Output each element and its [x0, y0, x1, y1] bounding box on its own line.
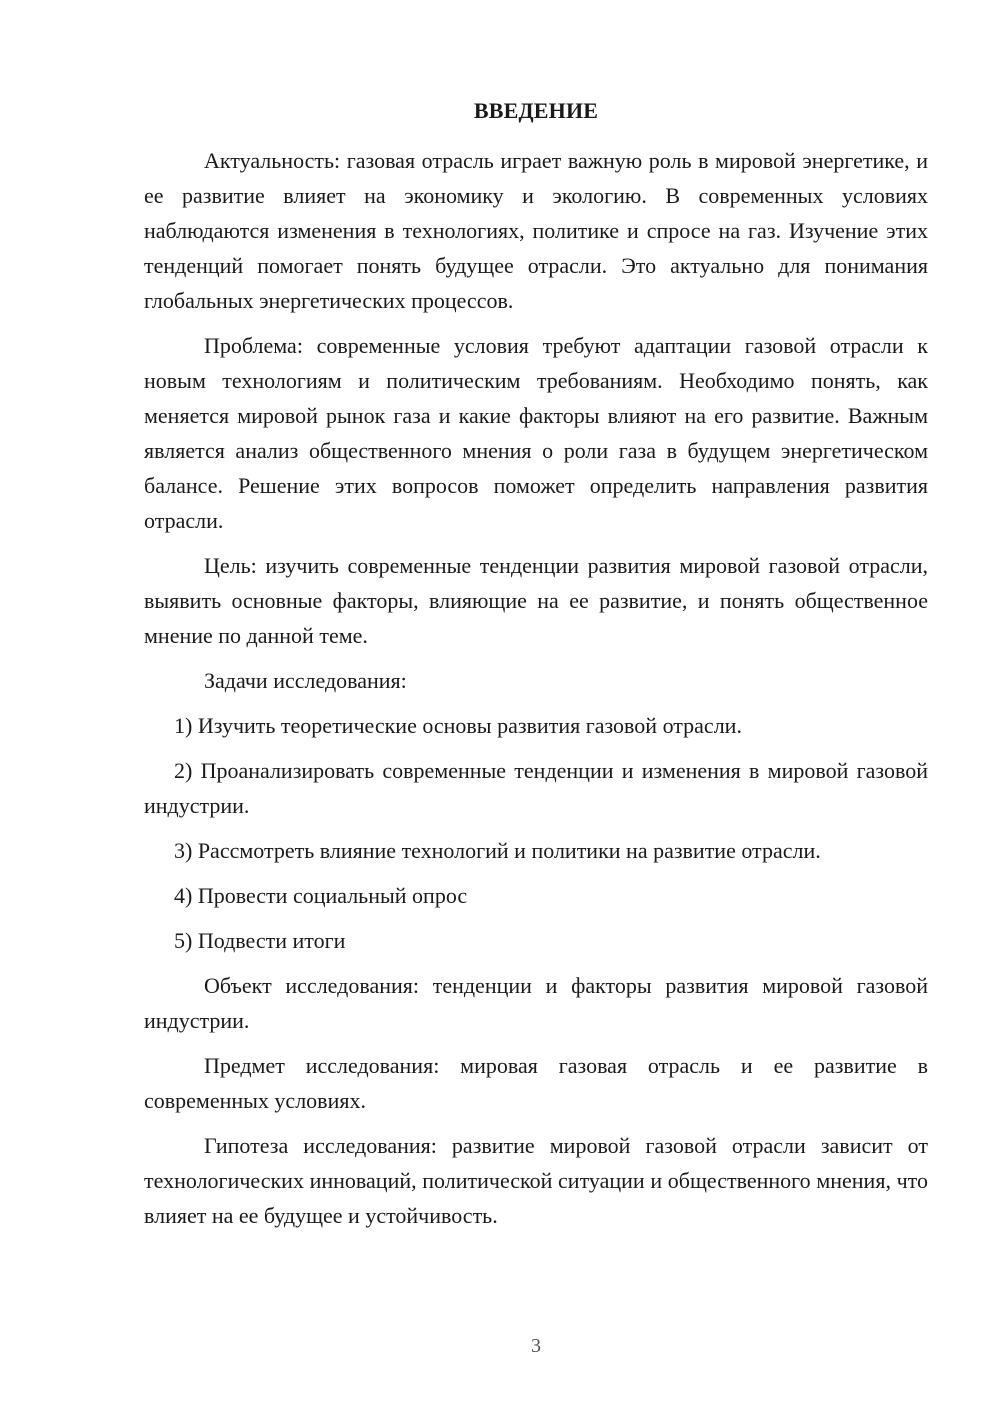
document-page: [144, 0, 928, 1414]
document-body: [144, 143, 928, 1243]
page-number: 3: [531, 1335, 541, 1357]
task-item: 1) Изучить теоретические основы развития газовой отрасли.: [174, 713, 742, 738]
task-item: 3) Рассмотреть влияние технологий и политики на развитие отрасли.: [174, 838, 821, 863]
task-item: 2) Проанализировать современные тенденции и изменения в мировой газовой индустрии.: [144, 758, 928, 818]
problem-paragraph: Проблема: современные условия требуют адаптации газовой отрасли к новым технологиям и политическим требованиям. Необходимо понять, как меняется мировой рынок газа и какие факторы влияют на его развитие. Важным является анализ общественного мнения о роли газа в будущем энергетическом балансе. Решение этих вопросов поможет определить направления развития отрасли.: [144, 333, 928, 533]
task-item: 5) Подвести итоги: [174, 928, 346, 953]
page-title: ВВЕДЕНИЕ: [473, 98, 599, 123]
object-paragraph: Объект исследования: тенденции и факторы развития мировой газовой индустрии.: [144, 973, 928, 1033]
hypothesis-paragraph: Гипотеза исследования: развитие мировой газовой отрасли зависит от технологических инноваций, политической ситуации и общественного мнения, что влияет на ее будущее и устойчивость.: [144, 1133, 928, 1228]
relevance-paragraph: Актуальность: газовая отрасль играет важную роль в мировой энергетике, и ее развитие влияет на экономику и экологию. В современных условиях наблюдаются изменения в технологиях, политике и спросе на газ. Изучение этих тенденций помогает понять будущее отрасли. Это актуально для понимания глобальных энергетических процессов.: [144, 148, 928, 313]
subject-paragraph: Предмет исследования: мировая газовая отрасль и ее развитие в современных условиях.: [144, 1053, 928, 1113]
task-item: 4) Провести социальный опрос: [174, 883, 468, 908]
tasks-heading: Задачи исследования:: [204, 668, 407, 693]
goal-paragraph: Цель: изучить современные тенденции развития мировой газовой отрасли, выявить основные факторы, влияющие на ее развитие, и понять общественное мнение по данной теме.: [144, 553, 928, 648]
